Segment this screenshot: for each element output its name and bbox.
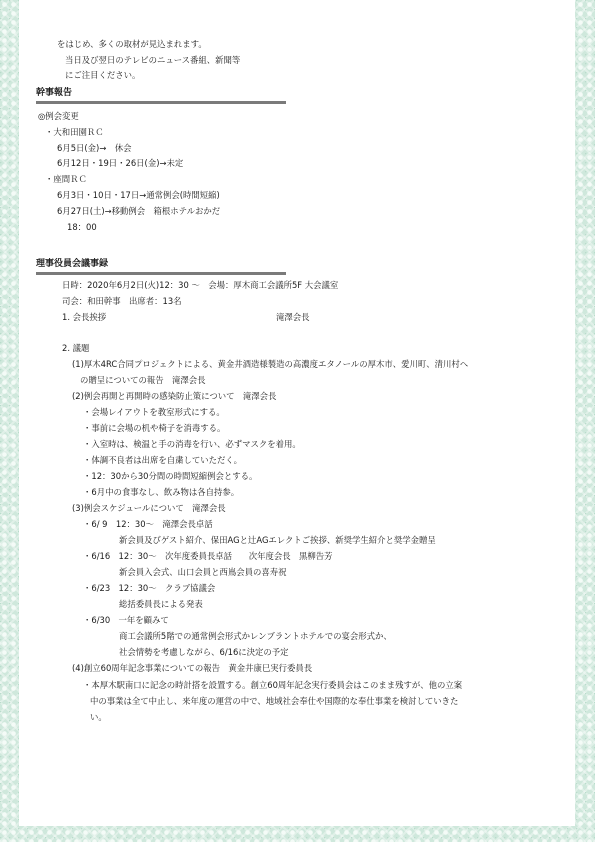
schedule-detail: 社会情勢を考慮しながら、6/16に決定の予定 bbox=[119, 647, 289, 657]
topic-body-line: い。 bbox=[90, 712, 107, 722]
club-schedule-line: 6月27日(土)→移動例会 箱根ホテルおかだ bbox=[57, 206, 221, 216]
club-schedule-line: 6月3日・10日・17日→通常例会(時間短縮) bbox=[57, 190, 220, 200]
topic-line: (1)厚木4RC合同プロジェクトによる、黄金井酒造様製造の高濃度エタノールの厚木市、愛川町、清川村へ bbox=[72, 359, 469, 369]
schedule-detail: 総括委員長による発表 bbox=[119, 599, 203, 609]
schedule-line: ・6/30 一年を顧みて bbox=[83, 615, 169, 625]
section-heading-secretary-report bbox=[36, 87, 286, 101]
schedule-line: ・6/16 12：30～ 次年度委員長卓話 次年度会長 黒柳告芳 bbox=[83, 551, 333, 561]
heading-underline bbox=[36, 101, 286, 104]
topic-title: (4)創立60周年記念事業についての報告 黄金井康巳実行委員長 bbox=[72, 663, 313, 673]
topic-title: (3)例会スケジュールについて 滝澤会長 bbox=[72, 503, 226, 513]
bullet-item: ・入室時は、検温と手の消毒を行い、必ずマスクを着用。 bbox=[83, 439, 301, 449]
bullet-item: ・会場レイアウトを教室形式にする。 bbox=[83, 407, 225, 417]
intro-line-3: にご注目ください。 bbox=[65, 70, 141, 80]
schedule-line: ・6/23 12：30～ クラブ協議会 bbox=[83, 583, 216, 593]
topic-body-line: ・本厚木駅南口に記念の時計搭を設置する。創立60周年記念実行委員会はこのまま残すが、他の立案 bbox=[83, 680, 463, 690]
section-heading-board-minutes bbox=[36, 258, 286, 272]
topic-line: の贈呈についての報告 滝澤会長 bbox=[80, 375, 206, 385]
club-name: ・大和田園ＲＣ bbox=[45, 127, 104, 137]
section-heading-text: 理事役員会議事録 bbox=[36, 259, 109, 269]
intro-line-1: をはじめ、多くの取材が見込まれます。 bbox=[57, 39, 207, 49]
club-schedule-line: 18：00 bbox=[67, 222, 97, 232]
schedule-line: ・6/ 9 12：30～ 滝澤会長卓話 bbox=[83, 519, 213, 529]
meeting-datetime: 日時：2020年6月2日(火)12：30 ～ 会場：厚木商工会議所5F 大会議室 bbox=[62, 280, 339, 290]
club-schedule-line: 6月12日・19日・26日(金)→未定 bbox=[57, 158, 184, 168]
schedule-detail: 新会員及びゲスト紹介、保田AGと辻AGエレクトご挨拶、新奨学生紹介と奨学金贈呈 bbox=[119, 535, 436, 545]
agenda-item-person: 滝澤会長 bbox=[276, 312, 310, 322]
schedule-detail: 新会員入会式、山口会員と西嶌会員の喜寿祝 bbox=[119, 567, 287, 577]
document-page bbox=[19, 0, 575, 826]
bullet-item: ・事前に会場の机や椅子を消毒する。 bbox=[83, 423, 226, 433]
topic-title: (2)例会再開と再開時の感染防止策について 滝澤会長 bbox=[72, 391, 277, 401]
meeting-attendees: 司会：和田幹事 出席者：13名 bbox=[62, 296, 182, 306]
heading-underline bbox=[36, 272, 286, 275]
club-schedule-line: 6月5日(金)→ 休会 bbox=[57, 143, 132, 153]
bullet-item: ・体調不良者は出席を自粛していただく。 bbox=[83, 455, 242, 465]
club-name: ・座間ＲＣ bbox=[45, 174, 87, 184]
bullet-item: ・6月中の食事なし、飲み物は各自持参。 bbox=[83, 487, 240, 497]
meeting-change-subheading: ◎例会変更 bbox=[38, 111, 79, 121]
agenda-item-label: 2. 議題 bbox=[62, 343, 90, 353]
agenda-item-label: 1. 会長挨拶 bbox=[62, 312, 107, 322]
bullet-item: ・12：30から30分間の時間短縮例会とする。 bbox=[83, 471, 258, 481]
schedule-detail: 商工会議所5階での通常例会形式かレンブラントホテルでの宴会形式か、 bbox=[119, 631, 392, 641]
topic-body-line: 中の事業は全て中止し、来年度の運営の中で、地域社会奉仕や国際的な奉仕事業を検討していきた bbox=[90, 696, 459, 706]
intro-line-2: 当日及び翌日のテレビのニュース番組、新聞等 bbox=[65, 55, 241, 65]
section-heading-text: 幹事報告 bbox=[36, 88, 73, 98]
